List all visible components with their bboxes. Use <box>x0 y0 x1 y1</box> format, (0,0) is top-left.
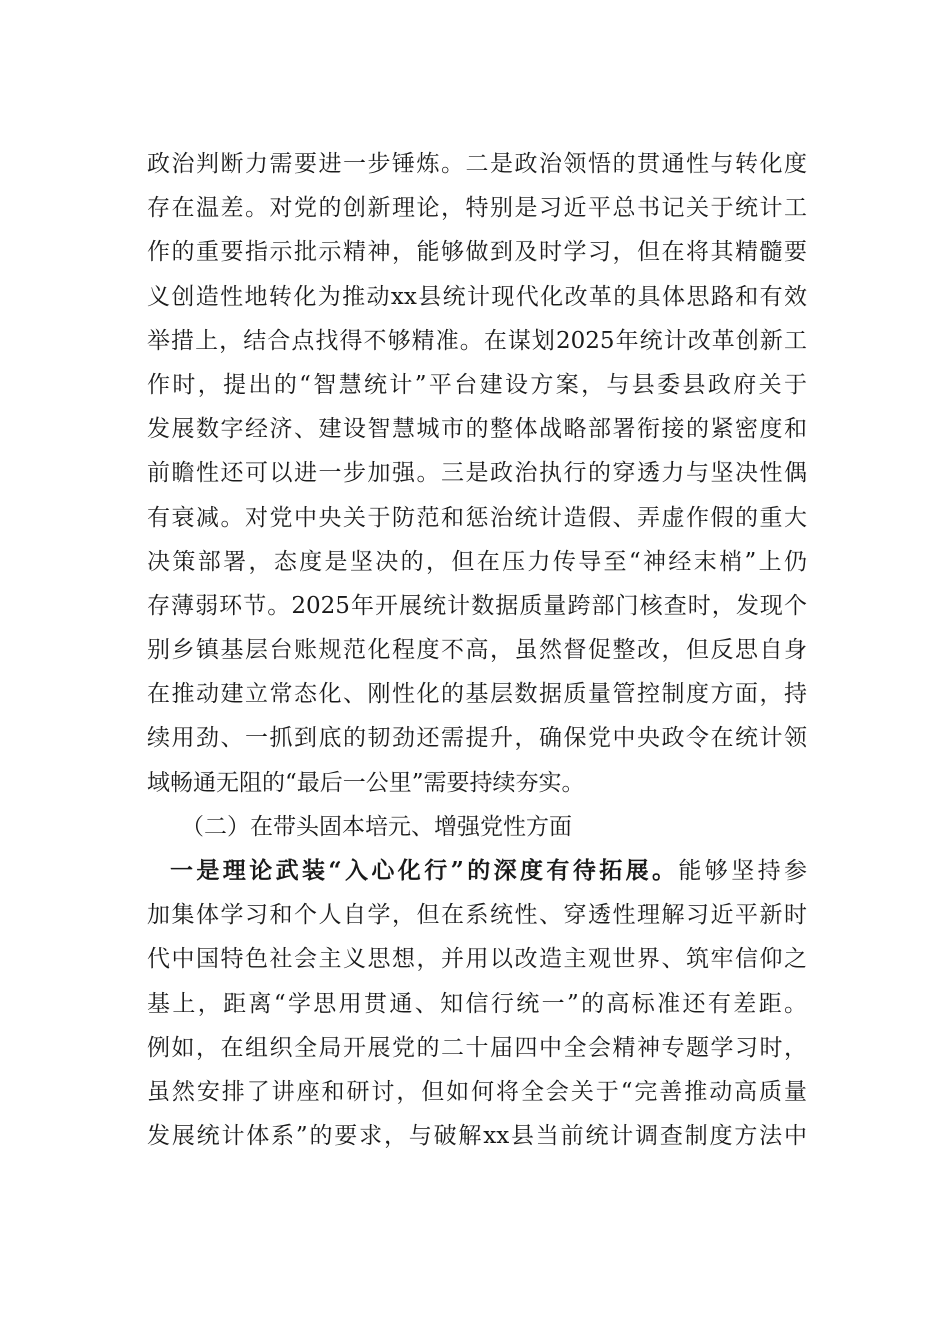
text-line: 发展统计体系”的要求，与破解xx县当前统计调查制度方法中 <box>147 1123 807 1150</box>
text-line: 例如，在组织全局开展党的二十届四中全会精神专题学习时， <box>147 1034 807 1061</box>
paragraph-1 <box>147 142 807 805</box>
lead-sentence: 一是理论武装“入心化行”的深度有待拓展。 <box>170 857 679 884</box>
text-line: 别乡镇基层台账规范化程度不高，虽然督促整改，但反思自身 <box>147 637 807 664</box>
text-line: 基上，距离“学思用贯通、知信行统一”的高标准还有差距。 <box>147 990 807 1017</box>
text-line: 加集体学习和个人自学，但在系统性、穿透性理解习近平新时 <box>147 902 807 929</box>
text-line: 前瞻性还可以进一步加强。三是政治执行的穿透力与坚决性偶 <box>147 460 807 487</box>
document-body <box>147 142 807 1158</box>
text-line: 作的重要指示批示精神，能够做到及时学习，但在将其精髓要 <box>147 239 807 266</box>
paragraph-2 <box>147 849 807 1158</box>
text-line: 虽然安排了讲座和研讨，但如何将全会关于“完善推动高质量 <box>147 1078 807 1105</box>
text-line: 作时，提出的“智慧统计”平台建设方案，与县委县政府关于 <box>147 371 807 398</box>
section-heading: （二）在带头固本培元、增强党性方面 <box>181 813 572 840</box>
text-line: 存在温差。对党的创新理论，特别是习近平总书记关于统计工 <box>147 195 807 222</box>
text-line: 政治判断力需要进一步锤炼。二是政治领悟的贯通性与转化度 <box>147 151 807 177</box>
text-line: 存薄弱环节。2025年开展统计数据质量跨部门核查时，发现个 <box>147 592 807 619</box>
lead-continuation: 能够坚持参 <box>678 858 807 884</box>
text-line: 续用劲、一抓到底的韧劲还需提升，确保党中央政令在统计领 <box>147 725 807 752</box>
text-line: 域畅通无阻的“最后一公里”需要持续夯实。 <box>147 769 585 796</box>
text-line: 发展数字经济、建设智慧城市的整体战略部署衔接的紧密度和 <box>147 416 807 443</box>
text-line: 有衰减。对党中央关于防范和惩治统计造假、弄虚作假的重大 <box>147 504 807 531</box>
text-line: 代中国特色社会主义思想，并用以改造主观世界、筑牢信仰之 <box>147 946 807 973</box>
paragraph-lead-line <box>147 849 807 893</box>
text-line: 义创造性地转化为推动xx县统计现代化改革的具体思路和有效 <box>147 283 807 310</box>
text-line: 举措上，结合点找得不够精准。在谋划2025年统计改革创新工 <box>147 327 807 354</box>
text-line: 在推动建立常态化、刚性化的基层数据质量管控制度方面，持 <box>147 681 807 708</box>
text-line: 决策部署，态度是坚决的，但在压力传导至“神经末梢”上仍 <box>147 548 807 575</box>
